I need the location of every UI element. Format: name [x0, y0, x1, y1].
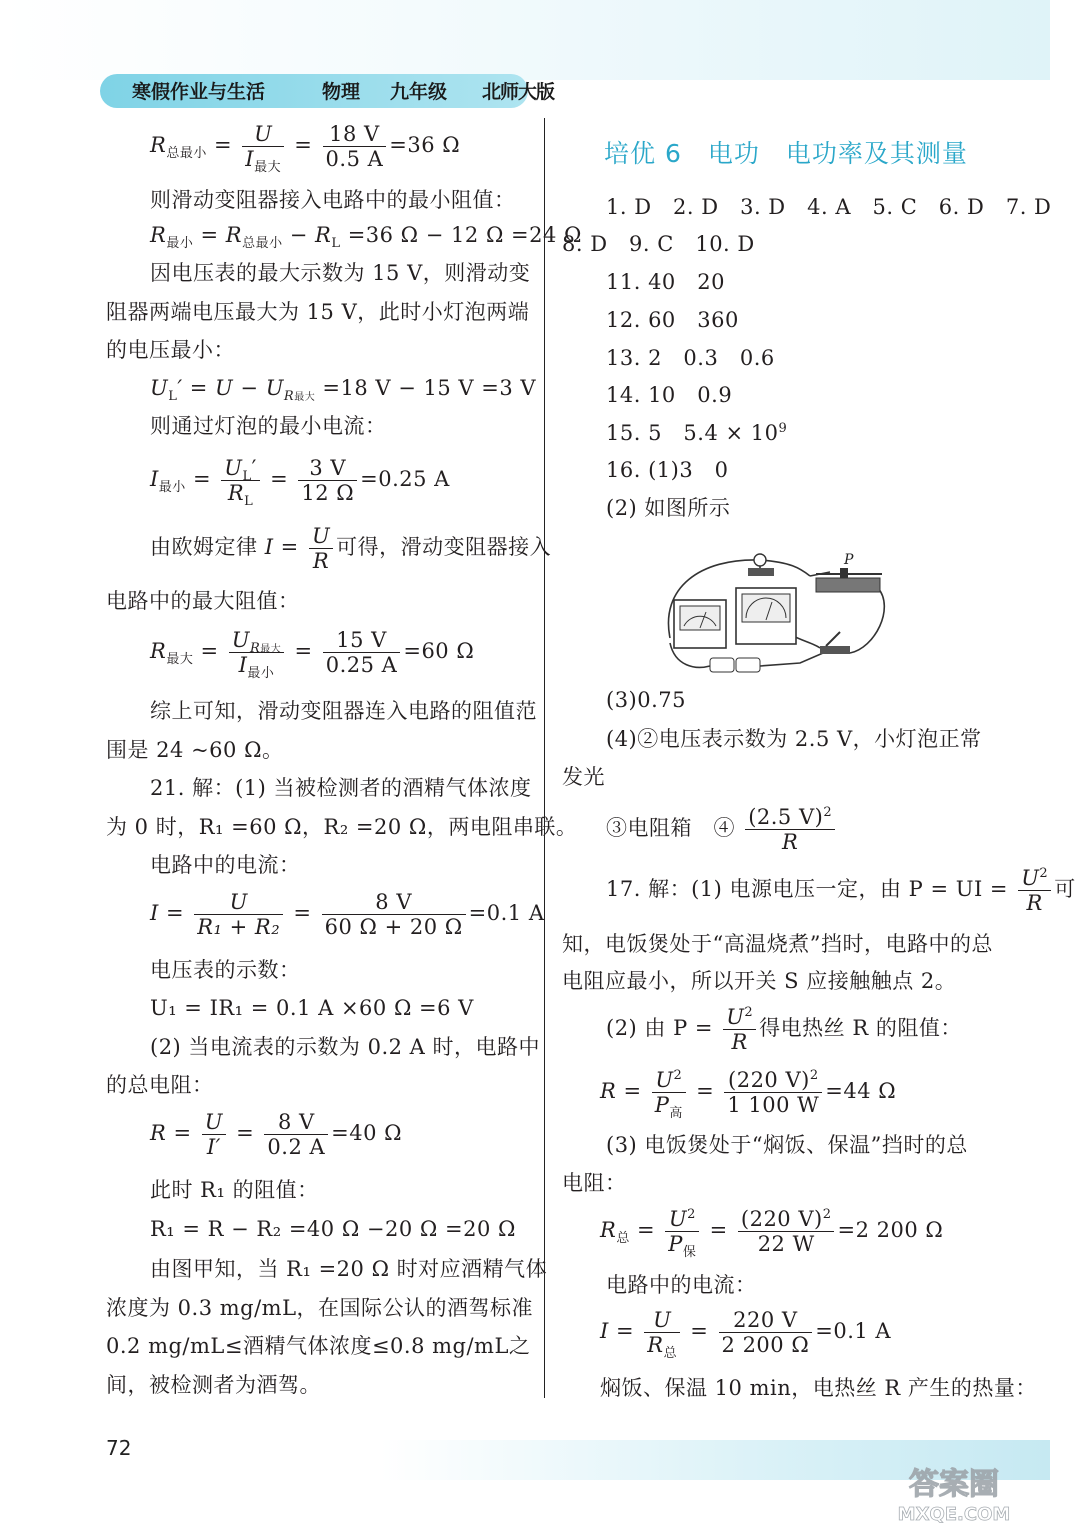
answer-line: 发光: [562, 765, 605, 789]
ohm-law-line: 由欧姆定律 I = $\frac{U}{R}$ 可得，滑动变阻器接入: [150, 524, 552, 573]
rheostat-icon: [816, 568, 882, 592]
equation-i-min: $I_{最小}$ = $\frac{U_L'}{R_L}$ = $\frac{3 V}{12 \Omega}$ =0.25 A: [150, 456, 450, 510]
answer-line: 13. 2 0.3 0.6: [606, 346, 775, 370]
answer-line: 16. (1)3 0: [606, 458, 729, 482]
text-line: 则通过灯泡的最小电流：: [150, 414, 387, 438]
equation-r1: R₁ = R − R₂ =40 Ω −20 Ω =20 Ω: [150, 1217, 516, 1241]
text-line: 则滑动变阻器接入电路中的最小阻值：: [150, 188, 516, 212]
text-line: 综上可知，滑动变阻器连入电路的阻值范: [150, 699, 537, 723]
text-line: 电压表的示数：: [150, 958, 301, 982]
answer-line: 8. D 9. C 10. D: [562, 232, 755, 256]
text-line: 知，电饭煲处于“高温烧煮”挡时，电路中的总: [562, 932, 993, 956]
text-line: (2) 由 P = $\frac{U^2}{R}$ 得电热丝 R 的阻值：: [606, 1005, 962, 1054]
answer-line: (3)0.75: [606, 688, 687, 712]
watermark-logo: [868, 1458, 1040, 1526]
text-line: 为 0 时，R₁ =60 Ω，R₂ =20 Ω，两电阻串联。: [106, 815, 578, 839]
question-21-line: 21. 解：(1) 当被检测者的酒精气体浓度: [150, 776, 532, 800]
watermark-top: 答案圈: [909, 1467, 999, 1502]
section-title: 培优 6 电功 电功率及其测量: [604, 139, 968, 168]
equation-ul: $U_L' = U - U_{R最大} =18$ V − 15 V =3 V: [150, 376, 537, 405]
text-line: 电路中的电流：: [150, 853, 301, 877]
text-line: 电路中的最大阻值：: [106, 589, 300, 613]
equation-r-max: $R_{最大}$ = $\frac{U_{R最大}}{I_{最小}}$ = $\frac{15 V}{0.25 A}$ =60 Ω: [150, 628, 475, 682]
header-book: 寒假作业与生活: [132, 81, 266, 103]
equation-current: I = $\frac{U}{\text{R₁ + R₂}}$ = $\frac{8 V}{60 \Omega + 20 \Omega}$ =0.1 A: [150, 890, 545, 939]
ammeter-icon: [674, 600, 726, 648]
answer-line: (2) 如图所示: [606, 496, 731, 520]
watermark-bottom: MXQE.COM: [897, 1504, 1011, 1525]
top-background: [0, 0, 1050, 80]
text-line: 电路中的电流：: [606, 1273, 757, 1297]
text-line: 因电压表的最大示数为 15 V，则滑动变: [150, 261, 531, 285]
text-line: (3) 电饭煲处于“焖饭、保温”挡时的总: [606, 1133, 968, 1157]
text-line: 电阻：: [562, 1171, 627, 1195]
answer-line: (4)②电压表示数为 2.5 V，小灯泡正常: [606, 727, 982, 751]
equation-current-keep-warm: I = $\frac{U}{R_总}$ = $\frac{220 V}{2 200 \Omega}$ =0.1 A: [600, 1308, 892, 1362]
circuit-diagram: [660, 548, 900, 688]
text-line: 焖饭、保温 10 min，电热丝 R 产生的热量：: [600, 1376, 1037, 1400]
column-divider: [544, 118, 545, 1398]
voltmeter-icon: [736, 588, 796, 644]
header-grade: 九年级: [390, 81, 448, 103]
circuit-wire: [760, 650, 830, 666]
equation-r-min: $R_{最小} = R_{总最小} - R_L =36$ Ω − 12 Ω =24 Ω: [150, 223, 582, 252]
switch-icon: [820, 632, 850, 654]
equation-r-heater: R = $\frac{U^2}{P_高}$ = $\frac{(220 V)^2}{1 100 W}$ =44 Ω: [600, 1068, 897, 1122]
answer-line: 14. 10 0.9: [606, 383, 733, 407]
text-line: 阻器两端电压最大为 15 V，此时小灯泡两端: [106, 300, 530, 324]
answer-line: 15. 5 $5.4 \times 10^9$: [606, 421, 788, 445]
answer-line: 1. D 2. D 3. D 4. A 5. C 6. D 7. D: [606, 195, 1052, 219]
text-line: 电阻应最小，所以开关 S 应接触触点 2。: [562, 969, 957, 993]
header-edition: 北师大版: [482, 81, 555, 103]
text-line: 由图甲知，当 R₁ =20 Ω 时对应酒精气体: [150, 1257, 548, 1281]
answer-line: 11. 40 20: [606, 270, 726, 294]
equation-r-total: R = $\frac{U}{I'}$ = $\frac{8 V}{0.2 A}$ =40 Ω: [150, 1110, 403, 1159]
equation-r-total-keep-warm: $R_总$ = $\frac{U^2}{P_保}$ = $\frac{(220 V)^2}{22 W}$ =2 200 Ω: [600, 1207, 944, 1261]
circuit-wire: [850, 588, 884, 653]
header-subject: 物理: [322, 81, 361, 103]
text-line: 浓度为 0.3 mg/mL，在国际公认的酒驾标准: [106, 1296, 534, 1320]
header-banner: [100, 74, 555, 108]
text-line: (2) 当电流表的示数为 0.2 A 时，电路中: [150, 1035, 541, 1059]
answer-line: 12. 60 360: [606, 308, 739, 332]
question-17-line: 17. 解：(1) 电源电压一定，由 P = UI = $\frac{U^2}{R}$ 可: [606, 866, 1076, 915]
answer-line: ③电阻箱 ④ $\frac{(2.5 V)^2}{R}$: [606, 805, 838, 854]
text-line: 0.2 mg/mL≤酒精气体浓度≤0.8 mg/mL之: [106, 1334, 531, 1358]
equation-r-total-min: $R_{总最小}$ = $\frac{U}{I_{最大}}$ = $\frac{18 V}{0.5 A}$ =36 Ω: [150, 122, 461, 176]
page-number: 72: [106, 1436, 132, 1460]
equation-u1: U₁ = IR₁ = 0.1 A ×60 Ω =6 V: [150, 996, 474, 1020]
text-line: 间，被检测者为酒驾。: [106, 1373, 321, 1397]
text-line: 围是 24 ~60 Ω。: [106, 738, 284, 762]
text-line: 的总电阻：: [106, 1073, 214, 1097]
battery-icon: [710, 658, 760, 672]
slider-label-p: P: [844, 552, 854, 568]
text-line: 的电压最小：: [106, 338, 235, 362]
text-line: 此时 R₁ 的阻值：: [150, 1178, 319, 1202]
bulb-icon: [748, 554, 774, 576]
